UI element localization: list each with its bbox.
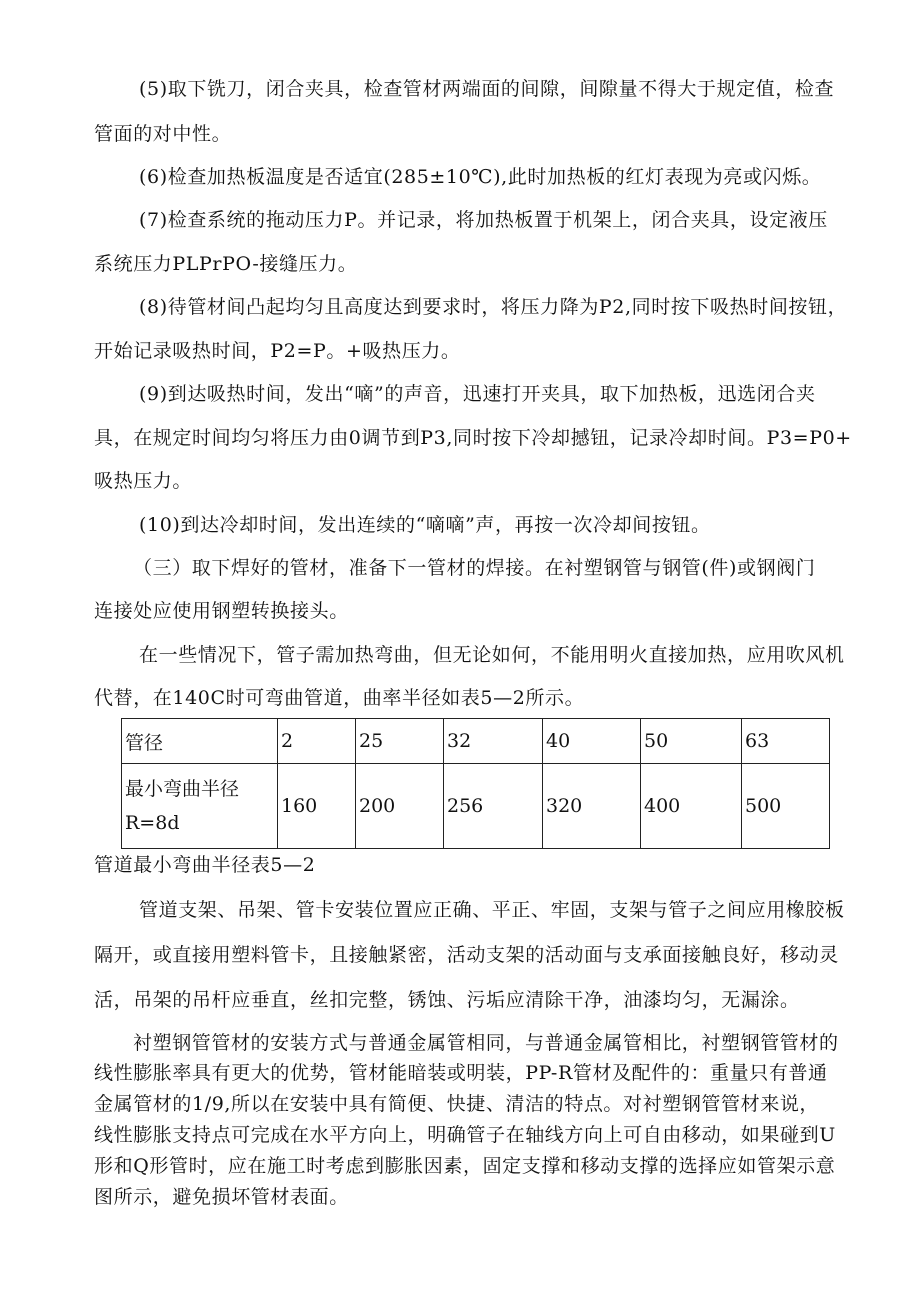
table-cell: 25: [356, 719, 444, 764]
paragraph-install-line-2: 线性膨胀率具有更大的优势，管材能暗装或明装，PP-R管材及配件的：重量只有普通: [94, 1062, 828, 1084]
table-cell: 256: [444, 764, 543, 849]
paragraph-install-line-4: 线性膨胀支持点可完成在水平方向上，明确管子在轴线方向上可自由移动，如果碰到U: [94, 1124, 836, 1146]
paragraph-install-line-5: 形和Q形管时，应在施工时考虑到膨胀因素，固定支撑和移动支撑的选择应如管架示意: [94, 1155, 836, 1177]
row-header-line-1: 最小弯曲半径: [125, 778, 240, 800]
paragraph-10-line-1: (10)到达冷却时间，发出连续的“嘀嘀”声，再按一次冷却间按钮。: [139, 514, 711, 536]
paragraph-9-line-3: 吸热压力。: [94, 470, 193, 492]
paragraph-9-line-1: (9)到达吸热时间，发出“嘀”的声音，迅速打开夹具，取下加热板，迅选闭合夹: [139, 383, 816, 405]
paragraph-8-line-1: (8)待管材间凸起均匀且高度达到要求时，将压力降为P2,同时按下吸热时间按钮，: [139, 296, 848, 318]
paragraph-9-line-2: 具，在规定时间均匀将压力由0调节到P3,同时按下冷却撼钮，记录冷却时间。P3=P0+: [94, 427, 852, 449]
paragraph-bending-line-2: 代替，在140C时可弯曲管道，曲率半径如表5—2所示。: [94, 687, 585, 709]
table-cell: 2: [278, 719, 356, 764]
paragraph-support-line-2: 隔开，或直接用塑料管卡，且接触紧密，活动支架的活动面与支承面接触良好，移动灵: [94, 944, 839, 966]
table-row: [122, 764, 830, 849]
table-cell: 40: [543, 719, 641, 764]
table-cell: 200: [356, 764, 444, 849]
paragraph-install-line-1: 衬塑钢管管材的安装方式与普通金属管相同，与普通金属管相比，衬塑钢管管材的: [133, 1032, 839, 1054]
table-cell: 32: [444, 719, 543, 764]
paragraph-8-line-2: 开始记录吸热时间，P2=P。+吸热压力。: [94, 340, 461, 362]
bend-radius-table: [121, 718, 830, 849]
paragraph-5-line-1: (5)取下铣刀，闭合夹具，检查管材两端面的间隙，间隙量不得大于规定值，检查: [139, 78, 835, 100]
table-caption: 管道最小弯曲半径表5—2: [94, 854, 316, 876]
table-cell: 320: [543, 764, 641, 849]
table-cell: 400: [641, 764, 742, 849]
paragraph-6-line-1: (6)检查加热板温度是否适宜(285±10℃),此时加热板的红灯表现为亮或闪烁。: [139, 166, 822, 188]
paragraph-install-line-6: 图所示，避免损坏管材表面。: [94, 1186, 349, 1208]
table-cell: 160: [278, 764, 356, 849]
paragraph-3-line-2: 连接处应使用钢塑转换接头。: [94, 600, 349, 622]
paragraph-bending-line-1: 在一些情况下，管子需加热弯曲，但无论如何，不能用明火直接加热，应用吹风机: [139, 644, 845, 666]
paragraph-7-line-1: (7)检查系统的拖动压力P。并记录，将加热板置于机架上，闭合夹具，设定液压: [139, 209, 828, 231]
paragraph-support-line-1: 管道支架、吊架、管卡安装位置应正确、平正、牢固，支架与管子之间应用橡胶板: [139, 899, 845, 921]
paragraph-7-line-2: 系统压力PLPrPO-接缝压力。: [94, 253, 358, 275]
paragraph-5-line-2: 管面的对中性。: [94, 123, 232, 145]
table-cell: 500: [742, 764, 830, 849]
table-cell: 50: [641, 719, 742, 764]
paragraph-install-line-3: 金属管材的1/9,所以在安装中具有简便、快捷、清洁的特点。对衬塑钢管管材来说，: [94, 1093, 820, 1115]
table-cell: 管径: [122, 719, 278, 764]
row-header-line-2: R=8d: [125, 812, 180, 834]
paragraph-3-line-1: （三）取下焊好的管材，准备下一管材的焊接。在衬塑钢管与钢管(件)或钢阀门: [133, 557, 816, 579]
table-cell: [122, 764, 278, 849]
table-cell: 63: [742, 719, 830, 764]
table-row: [122, 719, 830, 764]
paragraph-support-line-3: 活，吊架的吊杆应垂直，丝扣完整，锈蚀、污垢应清除干净，油漆均匀，无漏涂。: [94, 989, 800, 1011]
